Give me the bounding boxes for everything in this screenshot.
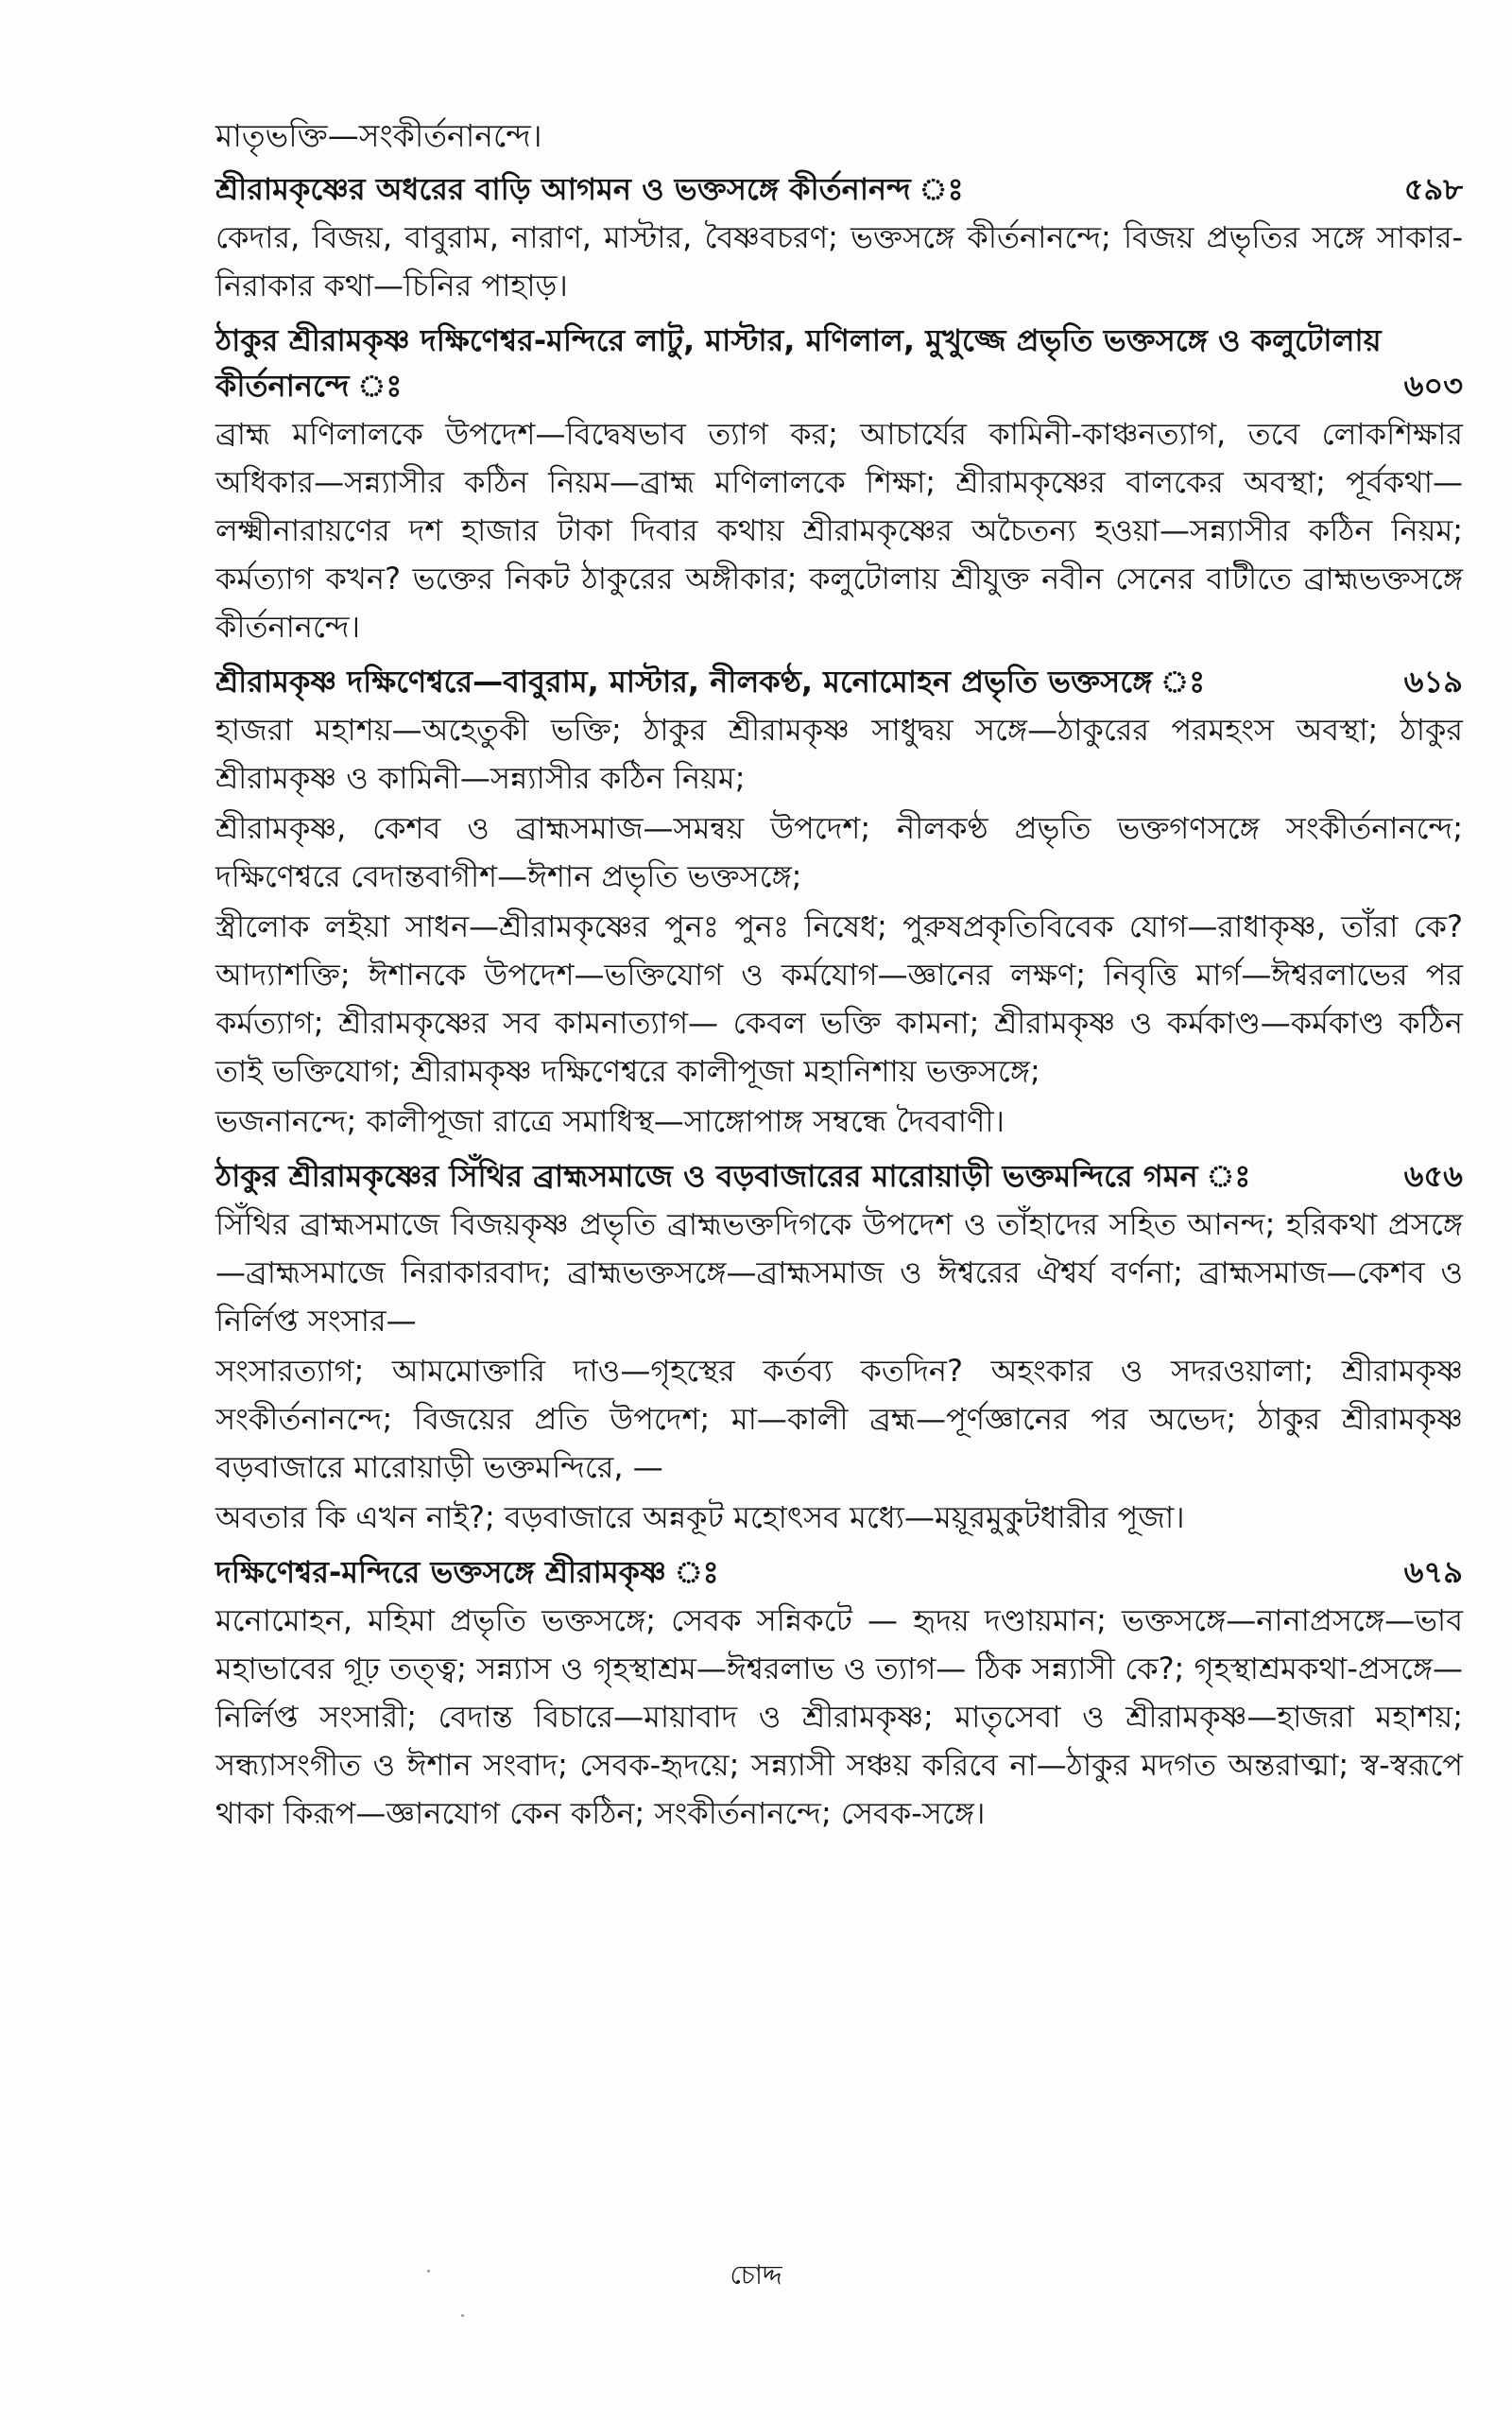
section-title: ঠাকুর শ্রীরামকৃষ্ণ দক্ষিণেশ্বর-মন্দিরে লাটু, মাস্টার, মণিলাল, মুখুজ্জে প্রভৃতি ভক্তসঙ্গে ও কলুটোলায় কীর্তনানন্দে ঃ — [215, 322, 1382, 404]
paper-speck — [461, 2314, 464, 2317]
section-paragraph: মনোমোহন, মহিমা প্রভৃতি ভক্তসঙ্গে; সেবক সন্নিকটে — হৃদয় দণ্ডায়মান; ভক্তসঙ্গে—নানাপ্রসঙ্গে—ভাব মহাভাবের গূঢ় তত্ত্ব; সন্ন্যাস ও গৃহস্থাশ্রম—ঈশ্বরলাভ ও ত্যাগ— ঠিক সন্ন্যাসী কে?; গৃহস্থাশ্রমকথা-প্রসঙ্গে—নির্লিপ্ত সংসারী; বেদান্ত বিচারে—মায়াবাদ ও শ্রীরামকৃষ্ণ; মাতৃসেবা ও শ্রীরামকৃষ্ণ—হাজরা মহাশয়; সন্ধ্যাসংগীত ও ঈশান সংবাদ; সেবক-হৃদয়ে; সন্ন্যাসী সঞ্চয় করিবে না—ঠাকুর মদগত অন্তরাত্মা; স্ব-স্বরূপে থাকা কিরূপ—জ্ঞানযোগ কেন কঠিন; সংকীর্তনানন্দে; সেবক-সঙ্গে। — [215, 1602, 1463, 1831]
section-paragraph: ভজনানন্দে; কালীপূজা রাত্রে সমাধিস্থ—সাঙ্গোপাঙ্গ সম্বন্ধে দৈববাণী। — [215, 1103, 1005, 1139]
section-heading — [215, 318, 1463, 408]
toc-section — [215, 1153, 1463, 1542]
toc-section — [215, 1549, 1463, 1838]
page-footer-number: চোদ্দ — [730, 2259, 782, 2290]
section-paragraph: হাজরা মহাশয়—অহেতুকী ভক্তি; ঠাকুর শ্রীরামকৃষ্ণ সাধুদ্বয় সঙ্গে—ঠাকুরের পরমহংস অবস্থা; ঠাকুর শ্রীরামকৃষ্ণ ও কামিনী—সন্ন্যাসীর কঠিন নিয়ম; — [215, 712, 1463, 796]
section-title: ঠাকুর শ্রীরামকৃষ্ণের সিঁথির ব্রাহ্মসমাজে ও বড়বাজারের মারোয়াড়ী ভক্তমন্দিরে গমন ঃ — [215, 1158, 1251, 1194]
section-heading — [215, 1153, 1463, 1199]
section-paragraph: সংসারত্যাগ; আমমোক্তারি দাও—গৃহস্থের কর্তব্য কতদিন? অহংকার ও সদরওয়ালা; শ্রীরামকৃষ্ণ সংকীর্তনানন্দে; বিজয়ের প্রতি উপদেশ; মা—কালী ব্রহ্ম—পূর্ণজ্ঞানের পর অভেদ; ঠাকুর শ্রীরামকৃষ্ণ বড়বাজারে মারোয়াড়ী ভক্তমন্দিরে, — — [215, 1353, 1463, 1485]
section-paragraph: সিঁথির ব্রাহ্মসমাজে বিজয়কৃষ্ণ প্রভৃতি ব্রাহ্মভক্তদিগকে উপদেশ ও তাঁহাদের সহিত আনন্দ; হরিকথা প্রসঙ্গে—ব্রাহ্মসমাজে নিরাকারবাদ; ব্রাহ্মভক্তসঙ্গে—ব্রাহ্মসমাজ ও ঈশ্বরের ঐশ্বর্য বর্ণনা; ব্রাহ্মসমাজ—কেশব ও নির্লিপ্ত সংসার— — [215, 1206, 1463, 1339]
page-number: ৬০৩ — [1403, 368, 1463, 404]
section-paragraph: অবতার কি এখন নাই?; বড়বাজারে অন্নকূট মহোৎসব মধ্যে—ময়ূরমুকুটধারীর পূজা। — [215, 1499, 1185, 1535]
page-number: ৬৫৬ — [1403, 1158, 1463, 1194]
section-title: দক্ষিণেশ্বর-মন্দিরে ভক্তসঙ্গে শ্রীরামকৃষ্ণ ঃ — [215, 1554, 719, 1590]
page-content — [215, 112, 1463, 1845]
page-number: ৬১৯ — [1403, 664, 1463, 700]
section-title: শ্রীরামকৃষ্ণের অধরের বাড়ি আগমন ও ভক্তসঙ্গে কীর্তনানন্দ ঃ — [215, 171, 964, 207]
toc-section — [215, 166, 1463, 310]
section-heading — [215, 1549, 1463, 1595]
section-paragraph: ব্রাহ্ম মণিলালকে উপদেশ—বিদ্বেষভাব ত্যাগ কর; আচার্যের কামিনী-কাঞ্চনত্যাগ, তবে লোকশিক্ষার অধিকার—সন্ন্যাসীর কঠিন নিয়ম—ব্রাহ্ম মণিলালকে শিক্ষা; শ্রীরামকৃষ্ণের বালকের অবস্থা; পূর্বকথা—লক্ষ্মীনারায়ণের দশ হাজার টাকা দিবার কথায় শ্রীরামকৃষ্ণের অচৈতন্য হওয়া—সন্ন্যাসীর কঠিন নিয়ম; কর্মত্যাগ কখন? ভক্তের নিকট ঠাকুরের অঙ্গীকার; কলুটোলায় শ্রীযুক্ত নবীন সেনের বাটীতে ব্রাহ্মভক্তসঙ্গে কীর্তনানন্দে। — [215, 416, 1463, 645]
section-paragraph: কেদার, বিজয়, বাবুরাম, নারাণ, মাস্টার, বৈষ্ণবচরণ; ভক্তসঙ্গে কীর্তনানন্দে; বিজয় প্রভৃতির সঙ্গে সাকার-নিরাকার কথা—চিনির পাহাড়। — [215, 219, 1463, 303]
page-number: ৬৭৯ — [1403, 1554, 1463, 1590]
section-heading — [215, 659, 1463, 704]
toc-section — [215, 318, 1463, 651]
section-paragraph: শ্রীরামকৃষ্ণ, কেশব ও ব্রাহ্মসমাজ—সমন্বয় উপদেশ; নীলকণ্ঠ প্রভৃতি ভক্তগণসঙ্গে সংকীর্তনানন্দে; দক্ষিণেশ্বরে বেদান্তবাগীশ—ঈশান প্রভৃতি ভক্তসঙ্গে; — [215, 810, 1463, 894]
section-paragraph: স্ত্রীলোক লইয়া সাধন—শ্রীরামকৃষ্ণের পুনঃ পুনঃ নিষেধ; পুরুষপ্রকৃতিবিবেক যোগ—রাধাকৃষ্ণ, তাঁরা কে? আদ্যাশক্তি; ঈশানকে উপদেশ—ভক্তিযোগ ও কর্মযোগ—জ্ঞানের লক্ষণ; নিবৃত্তি মার্গ—ঈশ্বরলাভের পর কর্মত্যাগ; শ্রীরামকৃষ্ণের সব কামনাত্যাগ— কেবল ভক্তি কামনা; শ্রীরামকৃষ্ণ ও কর্মকাণ্ড—কর্মকাণ্ড কঠিন তাই ভক্তিযোগ; শ্রীরামকৃষ্ণ দক্ষিণেশ্বরে কালীপূজা মহানিশায় ভক্তসঙ্গে; — [215, 908, 1463, 1089]
intro-line: মাতৃভক্তি—সংকীর্তনানন্দে। — [215, 117, 542, 154]
paper-speck — [427, 2270, 430, 2273]
section-heading — [215, 166, 1463, 212]
section-title: শ্রীরামকৃষ্ণ দক্ষিণেশ্বরে—বাবুরাম, মাস্টার, নীলকণ্ঠ, মনোমোহন প্রভৃতি ভক্তসঙ্গে ঃ — [215, 664, 1206, 700]
page-number: ৫৯৮ — [1403, 171, 1463, 207]
toc-section — [215, 659, 1463, 1146]
